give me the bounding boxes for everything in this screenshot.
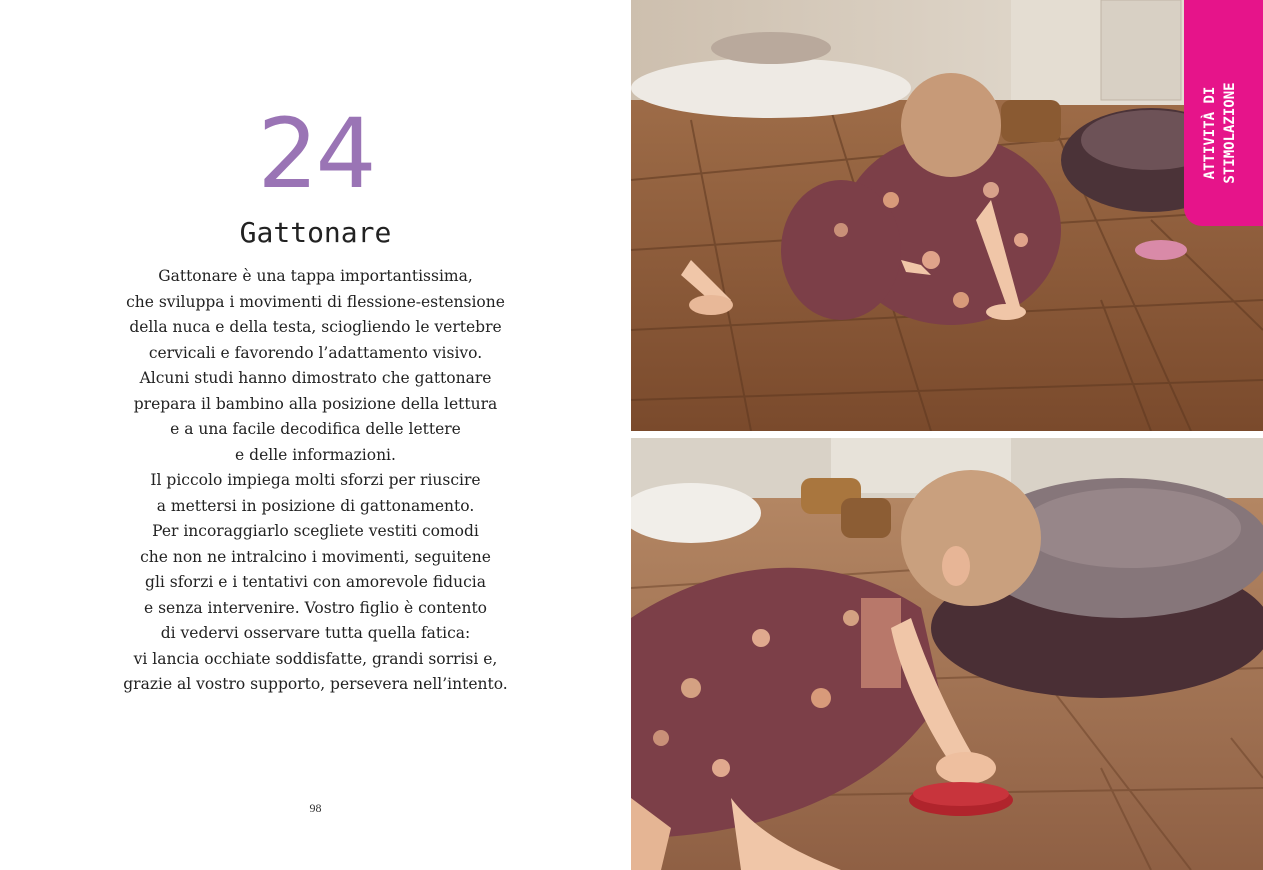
body-line: Gattonare è una tappa importantissima, (158, 267, 473, 285)
photo-baby-crawling (631, 0, 1263, 431)
body-text (110, 264, 521, 698)
body-line: e a una facile decodifica delle lettere (170, 420, 461, 438)
left-page (0, 0, 631, 870)
body-line: Per incoraggiarlo scegliete vestiti comodi (152, 522, 479, 540)
body-line: a mettersi in posizione di gattonamento. (156, 496, 475, 515)
body-line: vi lancia occhiate soddisfatte, grandi sorrisi e, (133, 649, 498, 668)
body-line: Il piccolo impiega molti sforzi per riuscire (150, 471, 481, 489)
body-line: e delle informazioni. (235, 445, 396, 464)
body-line: grazie al vostro supporto, persevera nell’intento. (123, 675, 508, 693)
body-line: gli sforzi e i tentativi con amorevole fiducia (145, 573, 486, 591)
section-tab-label (1188, 68, 1258, 198)
activity-title: Gattonare (239, 216, 392, 249)
body-line: cervicali e favorendo l’adattamento visivo. (148, 343, 483, 362)
body-line: e senza intervenire. Vostro figlio è contento (143, 598, 488, 617)
section-tab-line1: ATTIVITÀ DI (1202, 86, 1218, 180)
body-line: di vedervi osservare tutta quella fatica: (160, 624, 471, 642)
body-line: prepara il bambino alla posizione della lettura (133, 394, 498, 413)
body-line: che sviluppa i movimenti di flessione-estensione (126, 292, 505, 311)
body-line: che non ne intralcino i movimenti, seguitene (140, 547, 491, 566)
section-tab-line2: STIMOLAZIONE (1222, 82, 1238, 184)
body-line: Alcuni studi hanno dimostrato che gattonare (139, 369, 492, 387)
body-line: della nuca e della testa, sciogliendo le vertebre (129, 318, 502, 336)
photo-baby-reaching (631, 438, 1263, 870)
page-number: 98 (309, 801, 322, 815)
activity-number: 24 (257, 98, 374, 210)
